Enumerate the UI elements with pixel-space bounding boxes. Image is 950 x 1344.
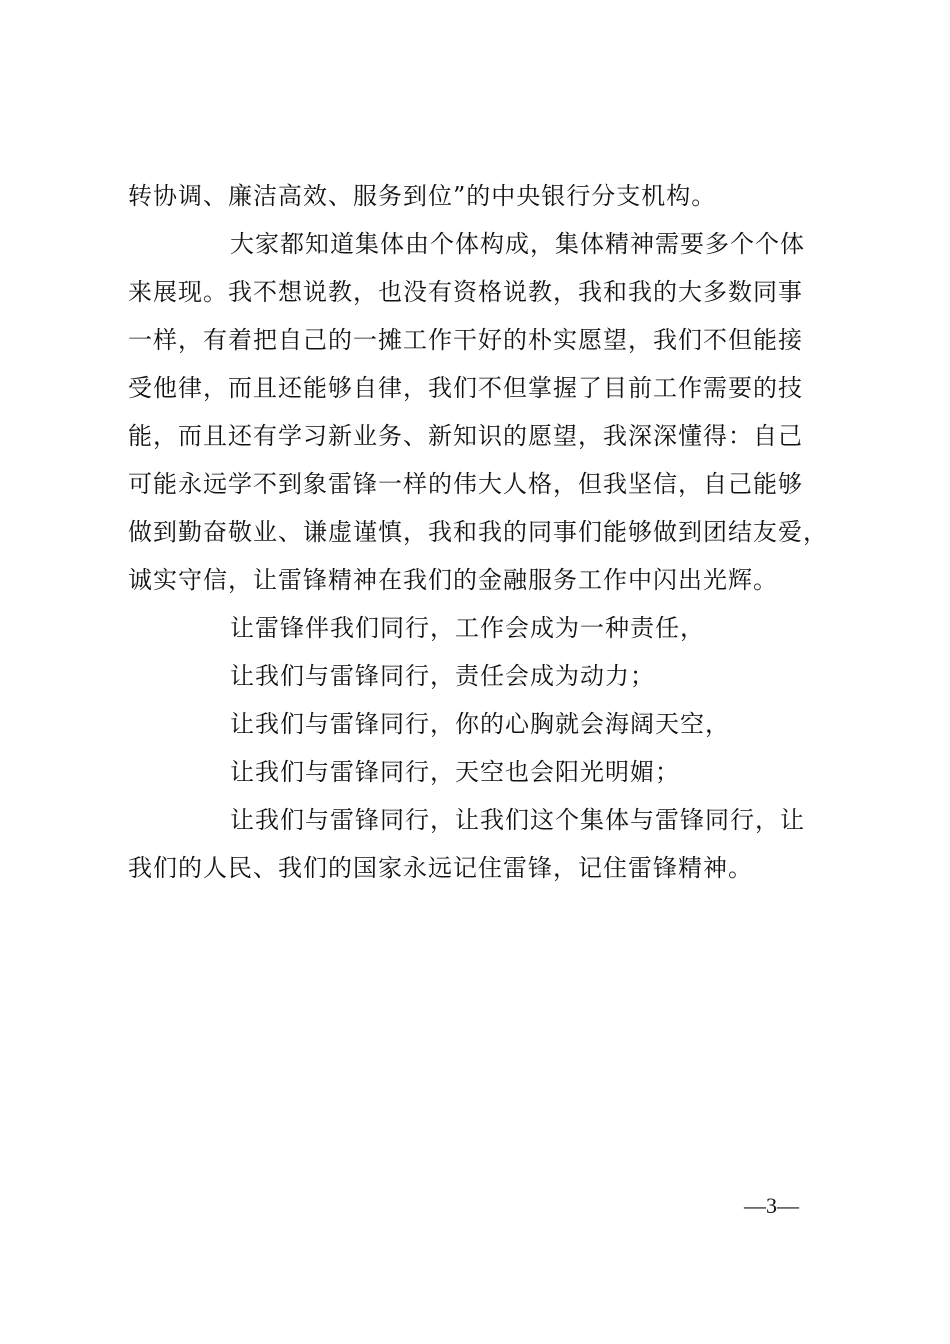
body-text [128,172,828,892]
text-line: 转协调、廉洁高效、服务到位”的中央银行分支机构。 [128,182,717,210]
text-line: 能，而且还有学习新业务、新知识的愿望，我深深懂得：自己 [128,422,803,450]
page-number: —3— [744,1193,799,1218]
text-line: 做到勤奋敬业、谦虚谨慎，我和我的同事们能够做到团结友爱， [128,518,828,546]
text-line: 让我们与雷锋同行，你的心胸就会海阔天空， [230,710,730,738]
text-line: 来展现。我不想说教，也没有资格说教，我和我的大多数同事 [128,278,803,306]
text-line: 诚实守信，让雷锋精神在我们的金融服务工作中闪出光辉。 [128,566,778,594]
text-line: 我们的人民、我们的国家永远记住雷锋，记住雷锋精神。 [128,854,753,882]
text-line: 一样，有着把自己的一摊工作干好的朴实愿望，我们不但能接 [128,326,803,354]
text-line: 让我们与雷锋同行，责任会成为动力； [230,662,655,690]
text-line: 可能永远学不到象雷锋一样的伟大人格，但我坚信，自己能够 [128,470,803,498]
text-line: 让我们与雷锋同行，天空也会阳光明媚； [230,758,680,786]
text-line: 让我们与雷锋同行，让我们这个集体与雷锋同行，让 [230,806,805,834]
text-line: 受他律，而且还能够自律，我们不但掌握了目前工作需要的技 [128,374,803,402]
text-line: 大家都知道集体由个体构成，集体精神需要多个个体 [230,230,805,258]
text-line: 让雷锋伴我们同行，工作会成为一种责任， [230,614,705,642]
